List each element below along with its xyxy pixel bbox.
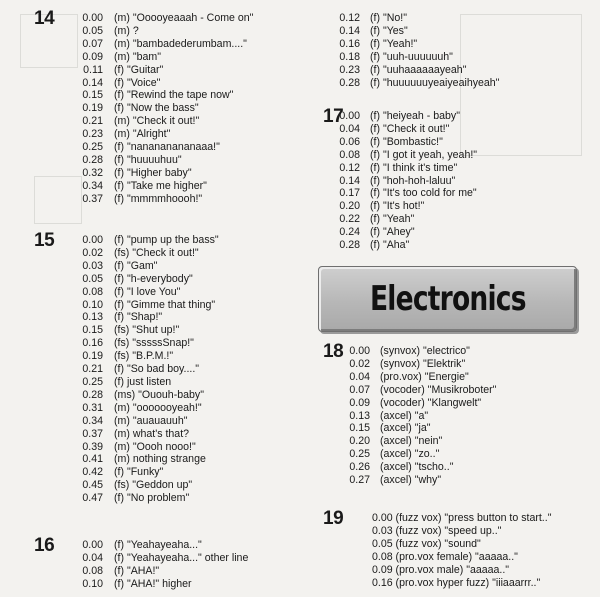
track-16-row: 0.12 (f) "No!"	[339, 12, 407, 24]
track-15-row: 0.19 (fs) "B.P.M.!"	[82, 350, 174, 363]
track-14-row: 0.28 (f) "huuuuhuu"	[82, 153, 182, 166]
track-18-row: 0.04 (pro.vox) "Energie"	[349, 370, 469, 383]
track-17-row: 0.04 (f) "Check it out!"	[339, 122, 450, 135]
track-14-row: 0.34 (f) "Take me higher"	[82, 179, 207, 192]
track-15-row: 0.34 (m) "auauauuh"	[82, 414, 188, 427]
track-15-row: 0.42 (f) "Funky"	[82, 466, 164, 479]
track-17-list	[330, 110, 477, 252]
track-15-row: 0.47 (f) "No problem"	[82, 492, 190, 505]
track-15-row: 0.16 (fs) "sssssSnap!"	[82, 337, 194, 350]
track-19-row: 0.05 (fuzz vox) "sound"	[372, 537, 481, 550]
track-number-18: 18	[323, 341, 344, 362]
track-15-row: 0.13 (f) "Shap!"	[82, 311, 163, 324]
track-17-row: 0.17 (f) "It's too cold for me"	[339, 187, 477, 200]
track-16-row: 0.04 (f) "Yeahayeaha..." other line	[82, 551, 249, 564]
track-15-row: 0.08 (f) "I love You"	[82, 285, 181, 298]
track-15-row: 0.39 (m) "Oooh nooo!"	[82, 440, 196, 453]
track-15-row: 0.28 (ms) "Ououh-baby"	[82, 388, 204, 401]
track-15-row: 0.31 (m) "ooooooyeah!"	[82, 401, 202, 414]
track-14-row: 0.32 (f) "Higher baby"	[82, 166, 192, 179]
track-17-row: 0.20 (f) "It's hot!"	[339, 200, 425, 213]
track-16-row: 0.10 (f) "AHA!" higher	[82, 577, 192, 590]
track-14-row: 0.19 (f) "Now the bass"	[82, 102, 199, 115]
section-heading: Electronics	[369, 279, 526, 319]
track-15-row: 0.05 (f) "h-everybody"	[82, 272, 193, 285]
track-number-17: 17	[323, 106, 344, 127]
track-14-row: 0.00 (m) "Ooooyeaaah - Come on"	[82, 12, 254, 24]
track-18-row: 0.26 (axcel) "tscho.."	[349, 461, 454, 474]
track-18-row: 0.02 (synvox) "Elektrik"	[349, 357, 466, 370]
track-19-list	[372, 512, 551, 589]
track-15-row: 0.37 (m) what's that?	[82, 427, 190, 440]
track-17-row: 0.00 (f) "heiyeah - baby"	[339, 110, 460, 122]
track-18-list	[340, 345, 496, 487]
track-18-row: 0.07 (vocoder) "Musikroboter"	[349, 383, 497, 396]
track-number-19: 19	[323, 508, 344, 529]
track-18-row: 0.00 (synvox) "electrico"	[349, 345, 470, 357]
track-number-14: 14	[34, 8, 55, 29]
track-18-row: 0.27 (axcel) "why"	[349, 474, 442, 487]
track-14-row: 0.05 (m) ?	[82, 24, 139, 37]
track-19-row: 0.00 (fuzz vox) "press button to start.."	[372, 512, 552, 524]
track-15-row: 0.41 (m) nothing strange	[82, 453, 206, 466]
track-17-row: 0.12 (f) "I think it's time"	[339, 161, 458, 174]
track-19-row: 0.03 (fuzz vox) "speed up.."	[372, 524, 502, 537]
track-14-row: 0.11 (f) "Guitar"	[83, 63, 164, 76]
track-18-row: 0.25 (axcel) "zo.."	[349, 448, 440, 461]
track-16-continued-list	[330, 12, 499, 89]
track-15-list	[75, 234, 219, 505]
track-19-row: 0.08 (pro.vox female) "aaaaa.."	[372, 550, 518, 563]
track-19-row: 0.16 (pro.vox hyper fuzz) "iiiaaarrr.."	[372, 576, 541, 589]
track-16-row: 0.18 (f) "uuh-uuuuuuh"	[339, 50, 453, 63]
track-15-row: 0.15 (fs) "Shut up!"	[82, 324, 180, 337]
track-14-row: 0.15 (f) "Rewind the tape now"	[82, 89, 234, 102]
track-14-row: 0.14 (f) "Voice"	[82, 76, 161, 89]
track-18-row: 0.15 (axcel) "ja"	[349, 422, 431, 435]
track-17-row: 0.22 (f) "Yeah"	[339, 213, 415, 226]
track-14-row: 0.37 (f) "mmmmhoooh!"	[82, 192, 203, 205]
track-18-row: 0.09 (vocoder) "Klangwelt"	[349, 396, 482, 409]
track-16-list	[75, 539, 248, 591]
track-18-row: 0.13 (axcel) "a"	[349, 409, 429, 422]
track-16-row: 0.08 (f) "AHA!"	[82, 564, 160, 577]
track-16-row: 0.28 (f) "huuuuuuyeaiyeaihyeah"	[339, 76, 500, 89]
track-number-15: 15	[34, 230, 55, 251]
track-16-row: 0.23 (f) "uuhaaaaaayeah"	[339, 63, 467, 76]
track-15-row: 0.03 (f) "Gam"	[82, 259, 158, 272]
track-17-row: 0.08 (f) "I got it yeah, yeah!"	[339, 148, 478, 161]
track-16-row: 0.16 (f) "Yeah!"	[339, 37, 418, 50]
track-17-row: 0.14 (f) "hoh-hoh-laluu"	[339, 174, 456, 187]
track-19-row: 0.09 (pro.vox male) "aaaaa.."	[372, 563, 510, 576]
track-15-row: 0.00 (f) "pump up the bass"	[82, 234, 219, 246]
track-17-row: 0.06 (f) "Bombastic!"	[339, 135, 443, 148]
track-14-row: 0.09 (m) "bam"	[82, 50, 161, 63]
track-17-row: 0.24 (f) "Ahey"	[339, 226, 415, 239]
track-14-row: 0.25 (f) "nanananananaaa!"	[82, 141, 220, 154]
track-15-row: 0.45 (fs) "Geddon up"	[82, 479, 193, 492]
track-number-16: 16	[34, 535, 55, 556]
track-15-row: 0.25 (f) just listen	[82, 375, 172, 388]
track-15-row: 0.21 (f) "So bad boy...."	[82, 363, 200, 376]
track-16-row: 0.00 (f) "Yeahayeaha..."	[82, 539, 202, 551]
track-14-list	[75, 12, 253, 206]
track-18-row: 0.20 (axcel) "nein"	[349, 435, 443, 448]
track-14-row: 0.07 (m) "bambadederumbam...."	[82, 37, 247, 50]
track-14-row: 0.23 (m) "Alright"	[82, 128, 171, 141]
track-15-row: 0.10 (f) "Gimme that thing"	[82, 298, 216, 311]
track-14-row: 0.21 (m) "Check it out!"	[82, 115, 200, 128]
track-16-row: 0.14 (f) "Yes"	[339, 24, 408, 37]
section-banner	[318, 266, 577, 332]
track-17-row: 0.28 (f) "Aha"	[339, 239, 410, 252]
track-15-row: 0.02 (fs) "Check it out!"	[82, 246, 199, 259]
